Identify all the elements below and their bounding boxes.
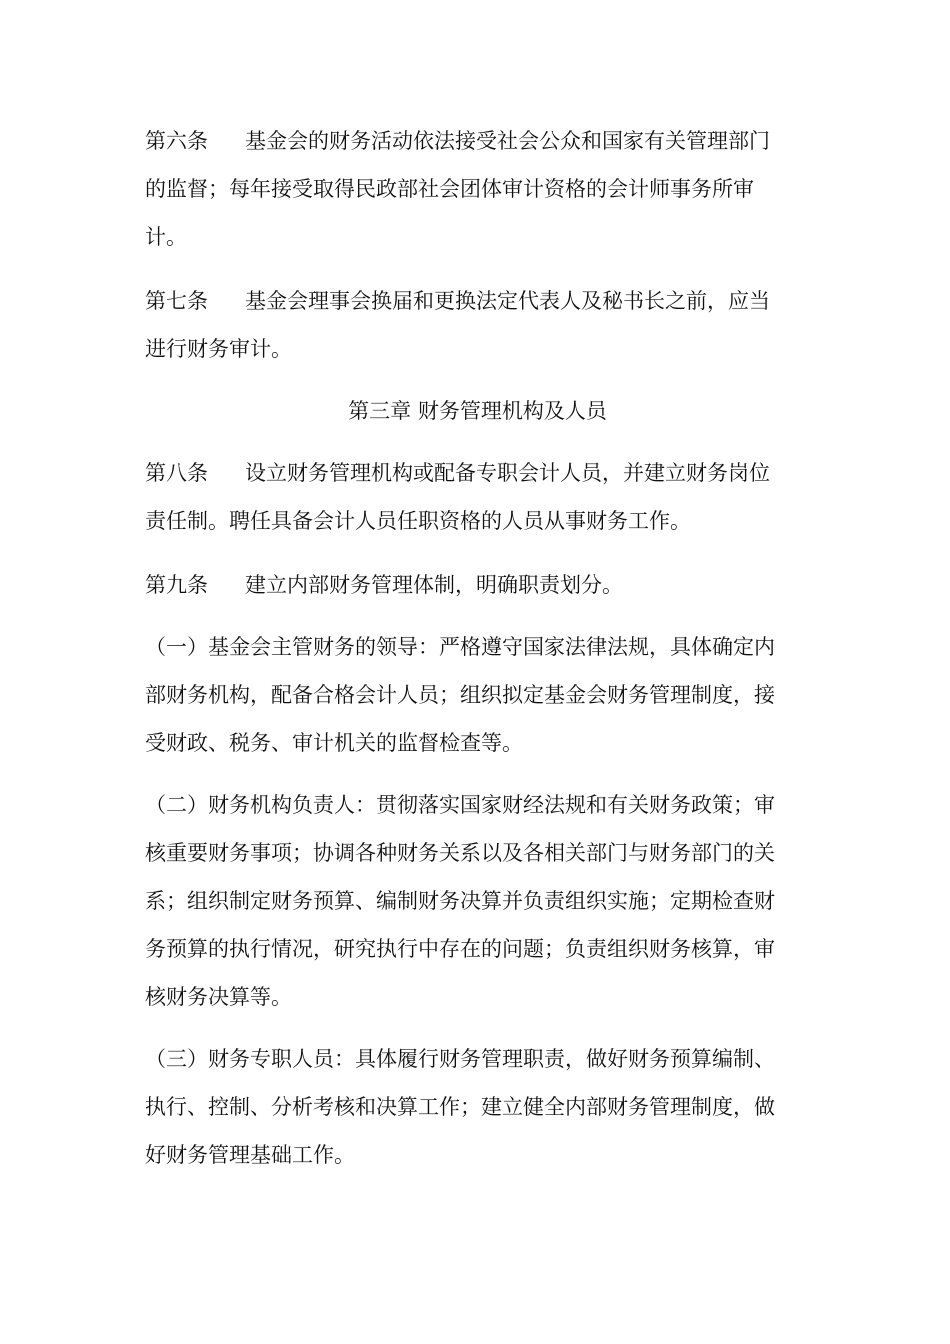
item-text-line: 系；组织制定财务预算、编制财务决算并负责组织实施；定期检查财	[145, 889, 775, 913]
article-text-line: 基金会理事会换届和更换法定代表人及秘书长之前，应当	[245, 289, 770, 313]
item-text-line: 核财务决算等。	[145, 985, 292, 1009]
item-2	[145, 781, 810, 1021]
item-text-line: 部财务机构，配备合格会计人员；组织拟定基金会财务管理制度，接	[145, 683, 775, 707]
item-text-line: 受财政、税务、审计机关的监督检查等。	[145, 731, 523, 755]
article-text-line: 基金会的财务活动依法接受社会公众和国家有关管理部门	[245, 129, 770, 153]
article-6	[145, 117, 810, 261]
article-text-line: 设立财务管理机构或配备专职会计人员，并建立财务岗位	[245, 461, 770, 485]
item-1	[145, 623, 810, 767]
article-number: 第七条	[145, 289, 208, 313]
item-text-line: （三）财务专职人员：具体履行财务管理职责，做好财务预算编制、	[145, 1047, 775, 1071]
article-text-line: 进行财务审计。	[145, 337, 292, 361]
item-text-line: 务预算的执行情况，研究执行中存在的问题；负责组织财务核算，审	[145, 937, 775, 961]
article-number: 第九条	[145, 573, 208, 597]
article-number: 第六条	[145, 129, 208, 153]
item-text-line: 执行、控制、分析考核和决算工作；建立健全内部财务管理制度，做	[145, 1095, 775, 1119]
article-text-line: 建立内部财务管理体制，明确职责划分。	[245, 573, 623, 597]
article-text-line: 的监督；每年接受取得民政部社会团体审计资格的会计师事务所审	[145, 177, 754, 201]
document-page	[145, 117, 810, 1179]
article-number: 第八条	[145, 461, 208, 485]
article-9	[145, 561, 810, 609]
item-text-line: 好财务管理基础工作。	[145, 1143, 355, 1167]
article-text-line: 责任制。聘任具备会计人员任职资格的人员从事财务工作。	[145, 509, 691, 533]
article-text-line: 计。	[145, 225, 187, 249]
article-8	[145, 449, 810, 545]
item-text-line: 核重要财务事项；协调各种财务关系以及各相关部门与财务部门的关	[145, 841, 775, 865]
article-7	[145, 277, 810, 373]
chapter-heading: 第三章 财务管理机构及人员	[348, 399, 607, 423]
item-text-line: （二）财务机构负责人：贯彻落实国家财经法规和有关财务政策；审	[145, 793, 775, 817]
item-3	[145, 1035, 810, 1179]
item-text-line: （一）基金会主管财务的领导：严格遵守国家法律法规，具体确定内	[145, 635, 775, 659]
